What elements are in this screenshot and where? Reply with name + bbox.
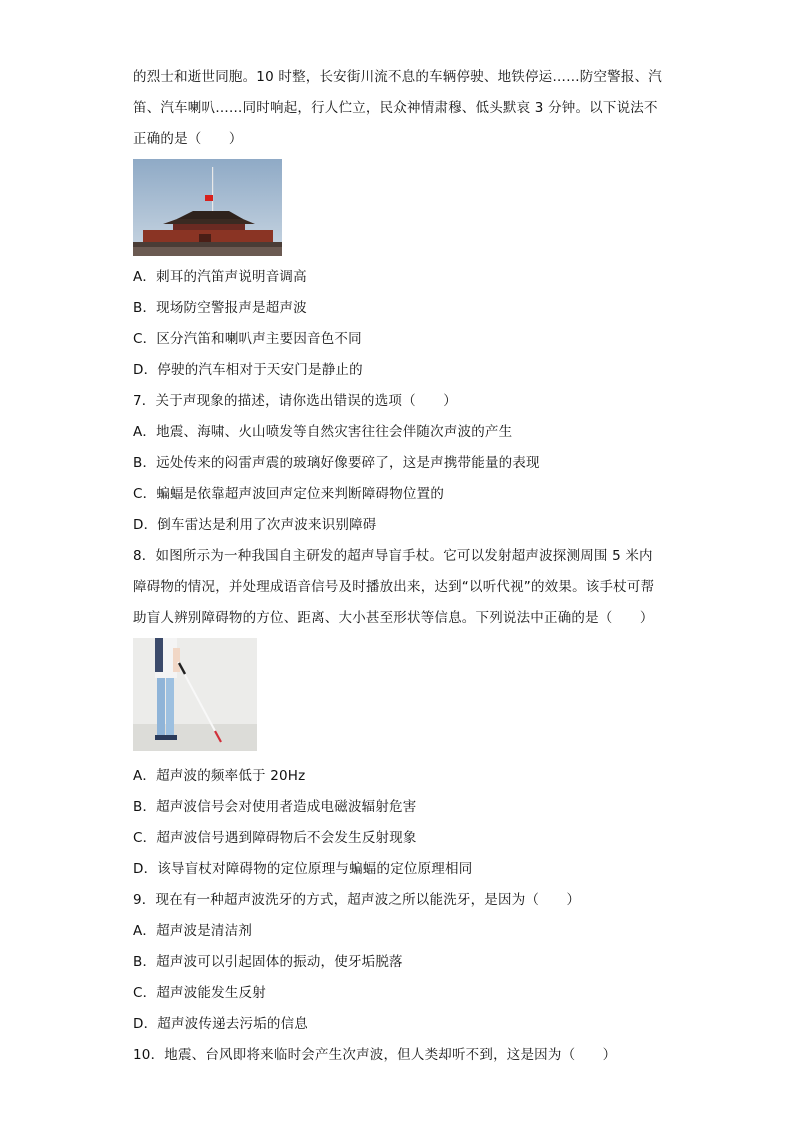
tiananmen-photo xyxy=(133,159,282,256)
q6-stem-line-2: 笛、汽车喇叭……同时响起，行人伫立，民众神情肃穆、低头默哀 3 分钟。以下说法不 xyxy=(133,100,658,116)
q9-stem: 9．现在有一种超声波洗牙的方式，超声波之所以能洗牙，是因为（ ） xyxy=(133,892,581,908)
q8-stem-line-1: 8．如图所示为一种我国自主研发的超声导盲手杖。它可以发射超声波探测周围 5 米内 xyxy=(133,548,653,564)
q8-option-c[interactable]: C．超声波信号遇到障碍物后不会发生反射现象 xyxy=(133,830,417,846)
q7-option-a[interactable]: A．地震、海啸、火山喷发等自然灾害往往会伴随次声波的产生 xyxy=(133,424,513,440)
q9-option-d[interactable]: D．超声波传递去污垢的信息 xyxy=(133,1016,308,1032)
q8-stem-line-2: 障碍物的情况，并处理成语音信号及时播放出来，达到“以听代视”的效果。该手杖可帮 xyxy=(133,579,655,595)
q8-option-a[interactable]: A．超声波的频率低于 20Hz xyxy=(133,768,306,784)
q9-option-a[interactable]: A．超声波是清洁剂 xyxy=(133,923,253,939)
q6-option-c[interactable]: C．区分汽笛和喇叭声主要因音色不同 xyxy=(133,331,362,347)
q9-option-b[interactable]: B．超声波可以引起固体的振动，使牙垢脱落 xyxy=(133,954,403,970)
ultrasonic-cane-photo xyxy=(133,638,257,751)
q6-stem-line-1: 的烈士和逝世同胞。10 时整，长安街川流不息的车辆停驶、地铁停运……防空警报、汽 xyxy=(133,69,662,85)
q6-option-b[interactable]: B．现场防空警报声是超声波 xyxy=(133,300,307,316)
q8-stem-line-3: 助盲人辨别障碍物的方位、距离、大小甚至形状等信息。下列说法中正确的是（ ） xyxy=(133,610,654,626)
exam-page xyxy=(133,62,663,1071)
q10-stem: 10．地震、台风即将来临时会产生次声波，但人类却听不到，这是因为（ ） xyxy=(133,1047,617,1063)
q8-option-d[interactable]: D．该导盲杖对障碍物的定位原理与蝙蝠的定位原理相同 xyxy=(133,861,473,877)
q6-stem-line-3: 正确的是（ ） xyxy=(133,131,243,147)
q7-option-d[interactable]: D．倒车雷达是利用了次声波来识别障碍 xyxy=(133,517,377,533)
q8-option-b[interactable]: B．超声波信号会对使用者造成电磁波辐射危害 xyxy=(133,799,417,815)
q6-option-d[interactable]: D．停驶的汽车相对于天安门是静止的 xyxy=(133,362,363,378)
q9-option-c[interactable]: C．超声波能发生反射 xyxy=(133,985,266,1001)
q6-option-a[interactable]: A．刺耳的汽笛声说明音调高 xyxy=(133,269,307,285)
q7-option-b[interactable]: B．远处传来的闷雷声震的玻璃好像要碎了，这是声携带能量的表现 xyxy=(133,455,540,471)
q7-option-c[interactable]: C．蝙蝠是依靠超声波回声定位来判断障碍物位置的 xyxy=(133,486,445,502)
q7-stem: 7．关于声现象的描述，请你选出错误的选项（ ） xyxy=(133,393,457,409)
